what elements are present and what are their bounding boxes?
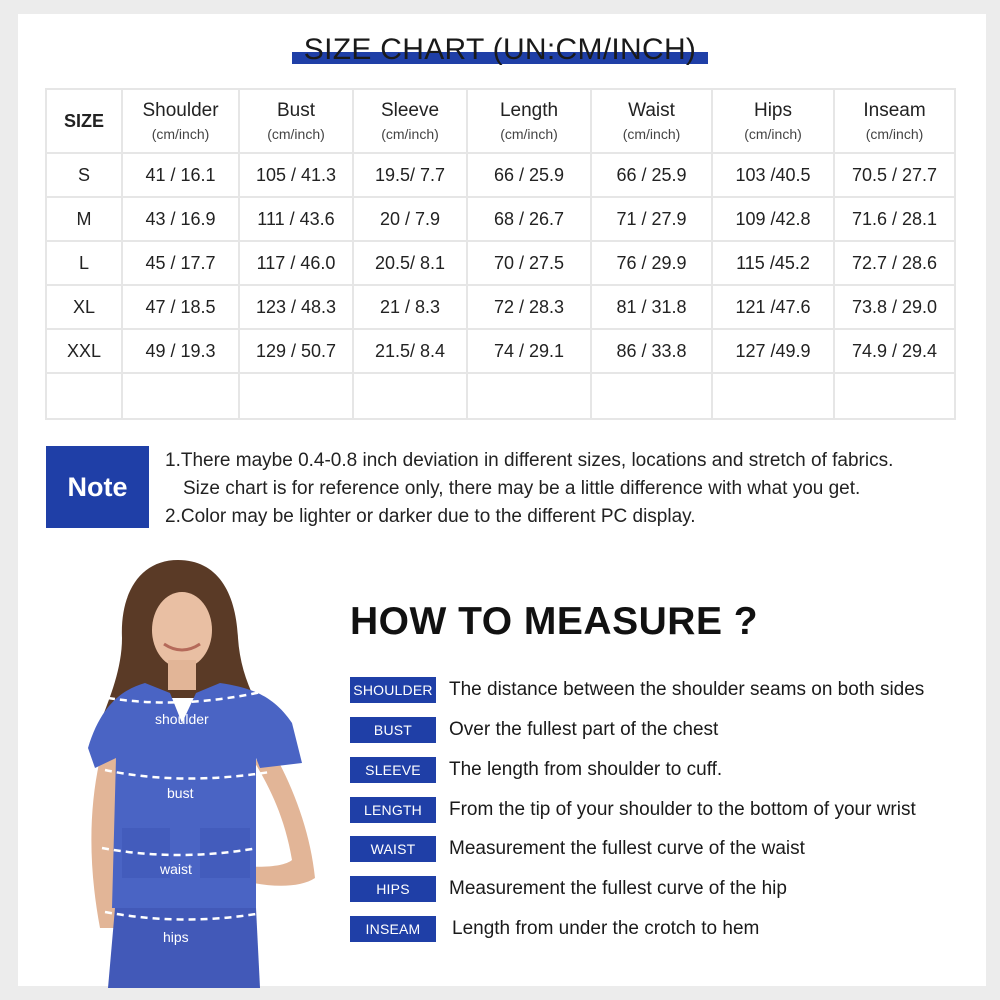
empty-cell: [353, 373, 467, 419]
table-cell: 45 / 17.7: [122, 241, 239, 285]
empty-cell: [122, 373, 239, 419]
size-cell: M: [46, 197, 122, 241]
table-cell: 103 /40.5: [712, 153, 834, 197]
table-cell: 70.5 / 27.7: [834, 153, 955, 197]
page-title: SIZE CHART (UN:CM/INCH): [303, 33, 697, 66]
table-cell: 41 / 16.1: [122, 153, 239, 197]
label-shoulder: shoulder: [155, 711, 209, 727]
table-cell: 19.5/ 7.7: [353, 153, 467, 197]
face-shape: [152, 592, 212, 668]
empty-cell: [834, 373, 955, 419]
column-header-waist: Waist (cm/inch): [591, 89, 712, 153]
table-cell: 20.5/ 8.1: [353, 241, 467, 285]
desc-length: From the tip of your shoulder to the bottom of your wrist: [449, 799, 916, 820]
table-row: [46, 153, 955, 197]
label-hips: hips: [163, 929, 189, 945]
column-header-length: Length (cm/inch): [467, 89, 591, 153]
scrub-pants: [108, 908, 260, 988]
table-row: [46, 241, 955, 285]
tag-bust: BUST: [350, 717, 436, 743]
table-cell: 47 / 18.5: [122, 285, 239, 329]
table-cell: 71.6 / 28.1: [834, 197, 955, 241]
size-cell: XL: [46, 285, 122, 329]
table-cell: 66 / 25.9: [591, 153, 712, 197]
label-bust: bust: [167, 785, 194, 801]
table-cell: 73.8 / 29.0: [834, 285, 955, 329]
note-badge: Note: [46, 446, 149, 528]
size-cell: XXL: [46, 329, 122, 373]
desc-shoulder: The distance between the shoulder seams on both sides: [449, 679, 925, 700]
empty-cell: [46, 373, 122, 419]
table-cell: 70 / 27.5: [467, 241, 591, 285]
table-cell: 105 / 41.3: [239, 153, 353, 197]
table-row: [46, 197, 955, 241]
tag-sleeve: SLEEVE: [350, 757, 436, 783]
empty-cell: [712, 373, 834, 419]
measure-row-sleeve: [350, 757, 722, 783]
empty-cell: [591, 373, 712, 419]
size-column-header: SIZE: [46, 89, 122, 153]
table-cell: 72.7 / 28.6: [834, 241, 955, 285]
table-cell: 81 / 31.8: [591, 285, 712, 329]
table-cell: 74.9 / 29.4: [834, 329, 955, 373]
neck-shape: [168, 660, 196, 690]
column-header-hips: Hips (cm/inch): [712, 89, 834, 153]
note-text: [165, 447, 893, 531]
column-header-sleeve: Sleeve (cm/inch): [353, 89, 467, 153]
table-row: [46, 329, 955, 373]
note-line-2: Size chart is for reference only, there may be a little difference with what you get.: [183, 478, 861, 499]
desc-bust: Over the fullest part of the chest: [449, 719, 719, 740]
tag-length: LENGTH: [350, 797, 436, 823]
column-header-inseam: Inseam (cm/inch): [834, 89, 955, 153]
empty-table-row: [46, 373, 955, 419]
how-to-measure-title: HOW TO MEASURE ?: [350, 600, 759, 643]
measure-row-shoulder: [350, 677, 924, 703]
table-cell: 109 /42.8: [712, 197, 834, 241]
model-measurement-illustration: [60, 548, 350, 988]
table-cell: 21.5/ 8.4: [353, 329, 467, 373]
table-cell: 115 /45.2: [712, 241, 834, 285]
note-line-1: 1.There maybe 0.4-0.8 inch deviation in different sizes, locations and stretch of fabrics.: [165, 450, 894, 471]
measure-row-waist: [350, 836, 805, 862]
table-cell: 49 / 19.3: [122, 329, 239, 373]
table-cell: 127 /49.9: [712, 329, 834, 373]
table-cell: 117 / 46.0: [239, 241, 353, 285]
table-cell: 76 / 29.9: [591, 241, 712, 285]
table-cell: 123 / 48.3: [239, 285, 353, 329]
measure-row-length: [350, 797, 916, 823]
table-cell: 74 / 29.1: [467, 329, 591, 373]
table-cell: 111 / 43.6: [239, 197, 353, 241]
size-cell: L: [46, 241, 122, 285]
table-cell: 129 / 50.7: [239, 329, 353, 373]
table-cell: 68 / 26.7: [467, 197, 591, 241]
tag-waist: WAIST: [350, 836, 436, 862]
measure-row-hips: [350, 876, 787, 902]
column-header-bust: Bust (cm/inch): [239, 89, 353, 153]
table-cell: 72 / 28.3: [467, 285, 591, 329]
desc-hips: Measurement the fullest curve of the hip: [449, 878, 787, 899]
size-chart-heading: [290, 30, 710, 70]
empty-cell: [239, 373, 353, 419]
table-cell: 86 / 33.8: [591, 329, 712, 373]
table-cell: 121 /47.6: [712, 285, 834, 329]
tag-hips: HIPS: [350, 876, 436, 902]
table-cell: 43 / 16.9: [122, 197, 239, 241]
table-row: [46, 285, 955, 329]
measure-row-bust: [350, 717, 718, 743]
size-cell: S: [46, 153, 122, 197]
measure-row-inseam: [350, 916, 759, 942]
desc-inseam: Length from under the crotch to hem: [452, 918, 760, 939]
note-line-3: 2.Color may be lighter or darker due to the different PC display.: [165, 506, 696, 527]
size-table: [45, 88, 956, 420]
tag-shoulder: SHOULDER: [350, 677, 436, 703]
table-cell: 71 / 27.9: [591, 197, 712, 241]
desc-waist: Measurement the fullest curve of the waist: [449, 838, 805, 859]
table-cell: 21 / 8.3: [353, 285, 467, 329]
table-header-row: [46, 89, 955, 153]
table-cell: 66 / 25.9: [467, 153, 591, 197]
table-cell: 20 / 7.9: [353, 197, 467, 241]
column-header-shoulder: Shoulder (cm/inch): [122, 89, 239, 153]
tag-inseam: INSEAM: [350, 916, 436, 942]
empty-cell: [467, 373, 591, 419]
desc-sleeve: The length from shoulder to cuff.: [449, 759, 723, 780]
label-waist: waist: [160, 861, 192, 877]
